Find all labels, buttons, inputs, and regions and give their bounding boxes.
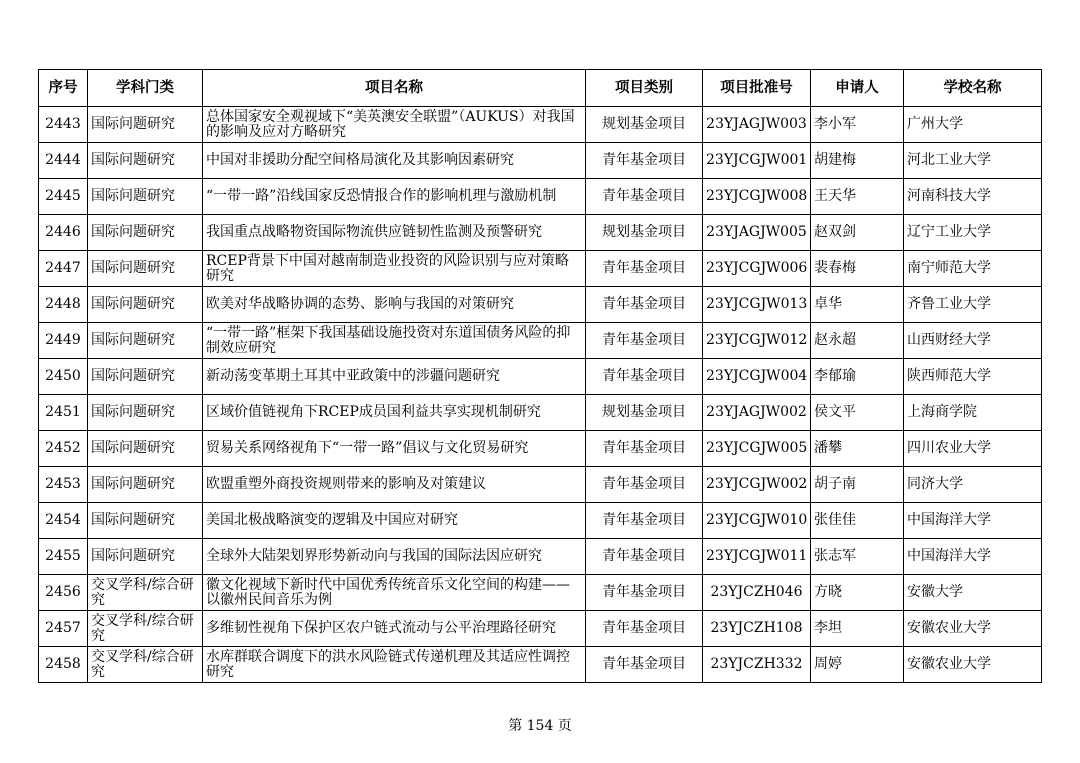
cell-project-name: “一带一路”沿线国家反恐情报合作的影响机理与激励机制 (203, 179, 586, 215)
cell-index: 2450 (39, 359, 88, 395)
cell-index: 2449 (39, 323, 88, 359)
cell-school: 南宁师范大学 (904, 251, 1042, 287)
cell-discipline: 国际问题研究 (88, 323, 203, 359)
cell-index: 2452 (39, 431, 88, 467)
cell-discipline: 国际问题研究 (88, 359, 203, 395)
cell-approval-no: 23YJCGJW012 (703, 323, 811, 359)
project-table (38, 69, 1042, 683)
cell-project-name: 总体国家安全观视域下“美英澳安全联盟”（AUKUS）对我国的影响及应对方略研究 (203, 107, 586, 143)
cell-index: 2453 (39, 467, 88, 503)
table-row (39, 179, 1042, 215)
cell-applicant: 周婷 (811, 647, 904, 683)
cell-project-name: 多维韧性视角下保护区农户链式流动与公平治理路径研究 (203, 611, 586, 647)
cell-discipline: 国际问题研究 (88, 215, 203, 251)
page-number: 第 154 页 (508, 718, 572, 734)
cell-school: 河北工业大学 (904, 143, 1042, 179)
cell-index: 2451 (39, 395, 88, 431)
cell-approval-no: 23YJCGJW010 (703, 503, 811, 539)
cell-category: 青年基金项目 (586, 251, 703, 287)
cell-school: 辽宁工业大学 (904, 215, 1042, 251)
cell-school: 齐鲁工业大学 (904, 287, 1042, 323)
cell-discipline: 国际问题研究 (88, 431, 203, 467)
cell-approval-no: 23YJCZH108 (703, 611, 811, 647)
cell-category: 规划基金项目 (586, 395, 703, 431)
cell-discipline: 国际问题研究 (88, 467, 203, 503)
cell-applicant: 方晓 (811, 575, 904, 611)
cell-index: 2443 (39, 107, 88, 143)
cell-category: 青年基金项目 (586, 647, 703, 683)
cell-school: 山西财经大学 (904, 323, 1042, 359)
cell-project-name: 欧美对华战略协调的态势、影响与我国的对策研究 (203, 287, 586, 323)
cell-approval-no: 23YJAGJW003 (703, 107, 811, 143)
cell-school: 安徽大学 (904, 575, 1042, 611)
cell-category: 青年基金项目 (586, 431, 703, 467)
table-row (39, 143, 1042, 179)
cell-applicant: 裴春梅 (811, 251, 904, 287)
col-header-index: 序号 (39, 70, 88, 107)
cell-project-name: RCEP背景下中国对越南制造业投资的风险识别与应对策略研究 (203, 251, 586, 287)
cell-index: 2457 (39, 611, 88, 647)
cell-school: 河南科技大学 (904, 179, 1042, 215)
cell-school: 上海商学院 (904, 395, 1042, 431)
cell-approval-no: 23YJCGJW011 (703, 539, 811, 575)
cell-category: 青年基金项目 (586, 143, 703, 179)
cell-project-name: 全球外大陆架划界形势新动向与我国的国际法因应研究 (203, 539, 586, 575)
cell-applicant: 张佳佳 (811, 503, 904, 539)
header-row (39, 70, 1042, 107)
cell-index: 2446 (39, 215, 88, 251)
cell-discipline: 国际问题研究 (88, 179, 203, 215)
cell-category: 青年基金项目 (586, 179, 703, 215)
cell-category: 青年基金项目 (586, 287, 703, 323)
cell-project-name: 美国北极战略演变的逻辑及中国应对研究 (203, 503, 586, 539)
cell-index: 2456 (39, 575, 88, 611)
cell-approval-no: 23YJCGJW002 (703, 467, 811, 503)
cell-school: 安徽农业大学 (904, 647, 1042, 683)
table-row (39, 575, 1042, 611)
cell-approval-no: 23YJCGJW008 (703, 179, 811, 215)
table-row (39, 431, 1042, 467)
col-header-approval-no: 项目批准号 (703, 70, 811, 107)
cell-school: 中国海洋大学 (904, 539, 1042, 575)
cell-applicant: 胡建梅 (811, 143, 904, 179)
cell-applicant: 李坦 (811, 611, 904, 647)
cell-project-name: 我国重点战略物资国际物流供应链韧性监测及预警研究 (203, 215, 586, 251)
cell-applicant: 胡子南 (811, 467, 904, 503)
cell-approval-no: 23YJCGJW006 (703, 251, 811, 287)
table-row (39, 359, 1042, 395)
cell-discipline: 国际问题研究 (88, 539, 203, 575)
cell-approval-no: 23YJCGJW001 (703, 143, 811, 179)
cell-discipline: 国际问题研究 (88, 107, 203, 143)
cell-school: 中国海洋大学 (904, 503, 1042, 539)
cell-applicant: 赵永超 (811, 323, 904, 359)
cell-applicant: 赵双剑 (811, 215, 904, 251)
cell-index: 2444 (39, 143, 88, 179)
cell-approval-no: 23YJCGJW005 (703, 431, 811, 467)
cell-applicant: 李郁瑜 (811, 359, 904, 395)
table-row (39, 323, 1042, 359)
cell-project-name: 徽文化视域下新时代中国优秀传统音乐文化空间的构建——以徽州民间音乐为例 (203, 575, 586, 611)
table-row (39, 539, 1042, 575)
table-body (39, 107, 1042, 683)
cell-index: 2454 (39, 503, 88, 539)
cell-applicant: 张志军 (811, 539, 904, 575)
cell-category: 青年基金项目 (586, 575, 703, 611)
cell-approval-no: 23YJAGJW002 (703, 395, 811, 431)
cell-approval-no: 23YJCGJW013 (703, 287, 811, 323)
table-row (39, 467, 1042, 503)
cell-category: 规划基金项目 (586, 215, 703, 251)
cell-discipline: 交叉学科/综合研究 (88, 575, 203, 611)
table-row (39, 107, 1042, 143)
cell-category: 青年基金项目 (586, 467, 703, 503)
table-row (39, 251, 1042, 287)
cell-category: 青年基金项目 (586, 359, 703, 395)
cell-category: 规划基金项目 (586, 107, 703, 143)
cell-project-name: 区域价值链视角下RCEP成员国利益共享实现机制研究 (203, 395, 586, 431)
cell-discipline: 交叉学科/综合研究 (88, 611, 203, 647)
table-row (39, 647, 1042, 683)
cell-school: 同济大学 (904, 467, 1042, 503)
cell-applicant: 侯文平 (811, 395, 904, 431)
col-header-category: 项目类别 (586, 70, 703, 107)
cell-school: 陕西师范大学 (904, 359, 1042, 395)
cell-discipline: 国际问题研究 (88, 503, 203, 539)
col-header-project-name: 项目名称 (203, 70, 586, 107)
cell-project-name: 水库群联合调度下的洪水风险链式传递机理及其适应性调控研究 (203, 647, 586, 683)
cell-school: 安徽农业大学 (904, 611, 1042, 647)
cell-approval-no: 23YJCZH046 (703, 575, 811, 611)
cell-applicant: 潘攀 (811, 431, 904, 467)
cell-project-name: 中国对非援助分配空间格局演化及其影响因素研究 (203, 143, 586, 179)
cell-approval-no: 23YJCGJW004 (703, 359, 811, 395)
table-row (39, 395, 1042, 431)
cell-discipline: 国际问题研究 (88, 287, 203, 323)
cell-school: 四川农业大学 (904, 431, 1042, 467)
cell-discipline: 国际问题研究 (88, 143, 203, 179)
cell-applicant: 王天华 (811, 179, 904, 215)
cell-discipline: 国际问题研究 (88, 395, 203, 431)
cell-index: 2448 (39, 287, 88, 323)
cell-category: 青年基金项目 (586, 323, 703, 359)
table-row (39, 611, 1042, 647)
cell-index: 2455 (39, 539, 88, 575)
cell-discipline: 交叉学科/综合研究 (88, 647, 203, 683)
cell-index: 2445 (39, 179, 88, 215)
col-header-applicant: 申请人 (811, 70, 904, 107)
cell-school: 广州大学 (904, 107, 1042, 143)
col-header-discipline: 学科门类 (88, 70, 203, 107)
table-row (39, 503, 1042, 539)
cell-project-name: 欧盟重塑外商投资规则带来的影响及对策建议 (203, 467, 586, 503)
cell-category: 青年基金项目 (586, 539, 703, 575)
cell-applicant: 卓华 (811, 287, 904, 323)
cell-project-name: 新动荡变革期土耳其中亚政策中的涉疆问题研究 (203, 359, 586, 395)
cell-index: 2458 (39, 647, 88, 683)
cell-applicant: 李小军 (811, 107, 904, 143)
cell-category: 青年基金项目 (586, 611, 703, 647)
cell-discipline: 国际问题研究 (88, 251, 203, 287)
table-row (39, 215, 1042, 251)
cell-project-name: 贸易关系网络视角下“一带一路”倡议与文化贸易研究 (203, 431, 586, 467)
col-header-school: 学校名称 (904, 70, 1042, 107)
cell-category: 青年基金项目 (586, 503, 703, 539)
cell-approval-no: 23YJAGJW005 (703, 215, 811, 251)
cell-index: 2447 (39, 251, 88, 287)
table-row (39, 287, 1042, 323)
cell-project-name: “一带一路”框架下我国基础设施投资对东道国债务风险的抑制效应研究 (203, 323, 586, 359)
cell-approval-no: 23YJCZH332 (703, 647, 811, 683)
